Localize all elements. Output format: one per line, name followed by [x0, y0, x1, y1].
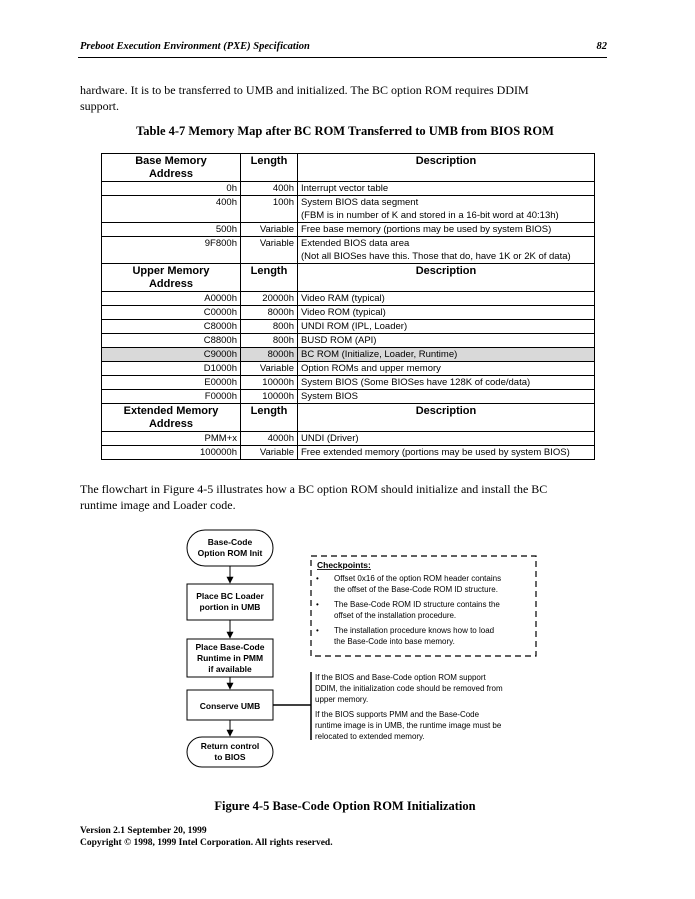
- flow-step1-line-1: Place BC Loader: [196, 591, 264, 601]
- description-line-1: UNDI ROM (IPL, Loader): [301, 321, 408, 332]
- cell-address: 500h: [102, 223, 241, 237]
- flow-step1-line-2: portion in UMB: [199, 602, 261, 612]
- flow-start-line-1: Base-Code: [207, 537, 253, 547]
- cell-length: 4000h: [241, 432, 298, 446]
- header-address-line-2: Address: [148, 168, 194, 180]
- header-length: Length: [241, 404, 298, 432]
- cell-address: A0000h: [102, 292, 241, 306]
- header-address-line-1: Extended Memory: [123, 405, 219, 417]
- cell-length: 10000h: [241, 376, 298, 390]
- note-line-4: If the BIOS supports PMM and the Base-Code: [315, 710, 480, 719]
- cell-length: Variable: [241, 362, 298, 376]
- flow-step2-line-2: Runtime in PMM: [196, 653, 264, 663]
- cell-address: 100000h: [102, 446, 241, 460]
- after-table-line-2: runtime image and Loader code.: [80, 498, 236, 512]
- note-line-1: If the BIOS and Base-Code option ROM support: [315, 673, 486, 682]
- header-description: Description: [298, 154, 595, 182]
- header-length: Length: [241, 264, 298, 292]
- cell-address: PMM+x: [102, 432, 241, 446]
- note-line-5: runtime image is in UMB, the runtime image must be: [315, 721, 502, 730]
- flow-step2-line-3: if available: [208, 664, 252, 674]
- checkpoint-2-line-1: The Base-Code ROM ID structure contains the: [334, 600, 500, 609]
- footer-copyright: Copyright © 1998, 1999 Intel Corporation. All rights reserved.: [80, 838, 333, 848]
- checkpoint-1-line-2: the offset of the Base-Code ROM ID structure.: [334, 585, 498, 594]
- description-line-2: (FBM is in number of K and stored in a 16-bit word at 40:13h): [301, 210, 559, 221]
- checkpoint-3-line-2: the Base-Code into base memory.: [334, 637, 455, 646]
- description-line-1: Free base memory (portions may be used by system BIOS): [301, 224, 552, 235]
- cell-address: E0000h: [102, 376, 241, 390]
- cell-length: Variable: [241, 223, 298, 237]
- cell-address: F0000h: [102, 390, 241, 404]
- cell-length: 100h: [241, 196, 298, 223]
- description-line-1: System BIOS (Some BIOSes have 128K of code/data): [301, 377, 531, 388]
- cell-address: C0000h: [102, 306, 241, 320]
- description-line-1: BUSD ROM (API): [301, 335, 377, 346]
- description-line-1: UNDI (Driver): [301, 433, 359, 444]
- cell-length: Variable: [241, 237, 298, 264]
- cell-address: C8800h: [102, 334, 241, 348]
- checkpoint-1-line-1: Offset 0x16 of the option ROM header contains: [334, 574, 502, 583]
- cell-address: C8000h: [102, 320, 241, 334]
- header-address-line-1: Base Memory: [135, 155, 207, 167]
- checkpoint-bullet-3: •: [316, 626, 319, 635]
- table-title: Table 4-7 Memory Map after BC ROM Transferred to UMB from BIOS ROM: [136, 124, 554, 138]
- description-line-1: Video RAM (typical): [301, 293, 385, 304]
- cell-length: 10000h: [241, 390, 298, 404]
- header-description: Description: [298, 404, 595, 432]
- cell-length: 8000h: [241, 306, 298, 320]
- header-title: Preboot Execution Environment (PXE) Specification: [80, 41, 310, 52]
- after-table-line-1: The flowchart in Figure 4-5 illustrates how a BC option ROM should initialize and install the BC: [80, 482, 548, 496]
- intro-line-2: support.: [80, 99, 119, 113]
- description-line-1: Interrupt vector table: [301, 183, 389, 194]
- intro-line-1: hardware. It is to be transferred to UMB and initialized. The BC option ROM requires DDIM: [80, 83, 529, 97]
- note-line-2: DDIM, the initialization code should be removed from: [315, 684, 503, 693]
- checkpoint-3-line-1: The installation procedure knows how to load: [334, 626, 495, 635]
- flow-step2-line-1: Place Base-Code: [195, 642, 265, 652]
- checkpoint-bullet-2: •: [316, 600, 319, 609]
- description-line-1: System BIOS: [301, 391, 359, 402]
- flow-start-line-2: Option ROM Init: [197, 548, 263, 558]
- note-line-3: upper memory.: [315, 695, 369, 704]
- header-length: Length: [241, 154, 298, 182]
- checkpoints-title: Checkpoints:: [317, 560, 371, 570]
- cell-address: 9F800h: [102, 237, 241, 264]
- cell-length: 8000h: [241, 348, 298, 362]
- cell-length: Variable: [241, 446, 298, 460]
- flow-step3-line-1: Conserve UMB: [199, 701, 261, 711]
- cell-length: 800h: [241, 334, 298, 348]
- flow-end-line-2: to BIOS: [214, 752, 246, 762]
- cell-address: 0h: [102, 182, 241, 196]
- cell-address: 400h: [102, 196, 241, 223]
- header-address-line-1: Upper Memory: [132, 265, 210, 277]
- description-line-1: Option ROMs and upper memory: [301, 363, 441, 374]
- flow-end-line-1: Return control: [200, 741, 260, 751]
- page-number: 82: [596, 41, 607, 52]
- footer-version: Version 2.1 September 20, 1999: [80, 826, 207, 836]
- cell-length: 800h: [241, 320, 298, 334]
- checkpoint-2-line-2: offset of the installation procedure.: [334, 611, 457, 620]
- cell-length: 20000h: [241, 292, 298, 306]
- description-line-2: (Not all BIOSes have this. Those that do, have 1K or 2K of data): [301, 251, 571, 262]
- header-description: Description: [298, 264, 595, 292]
- header-address-line-2: Address: [148, 278, 194, 290]
- header-address-line-2: Address: [148, 418, 194, 430]
- cell-address: C9000h: [102, 348, 241, 362]
- description-line-1: BC ROM (Initialize, Loader, Runtime): [301, 349, 458, 360]
- figure-title: Figure 4-5 Base-Code Option ROM Initialization: [214, 799, 476, 813]
- description-line-1: Free extended memory (portions may be used by system BIOS): [301, 447, 570, 458]
- cell-length: 400h: [241, 182, 298, 196]
- description-line-1: System BIOS data segment: [301, 197, 419, 208]
- note-line-6: relocated to extended memory.: [315, 732, 425, 741]
- checkpoint-bullet-1: •: [316, 574, 319, 583]
- description-line-1: Video ROM (typical): [301, 307, 386, 318]
- cell-address: D1000h: [102, 362, 241, 376]
- description-line-1: Extended BIOS data area: [301, 238, 410, 249]
